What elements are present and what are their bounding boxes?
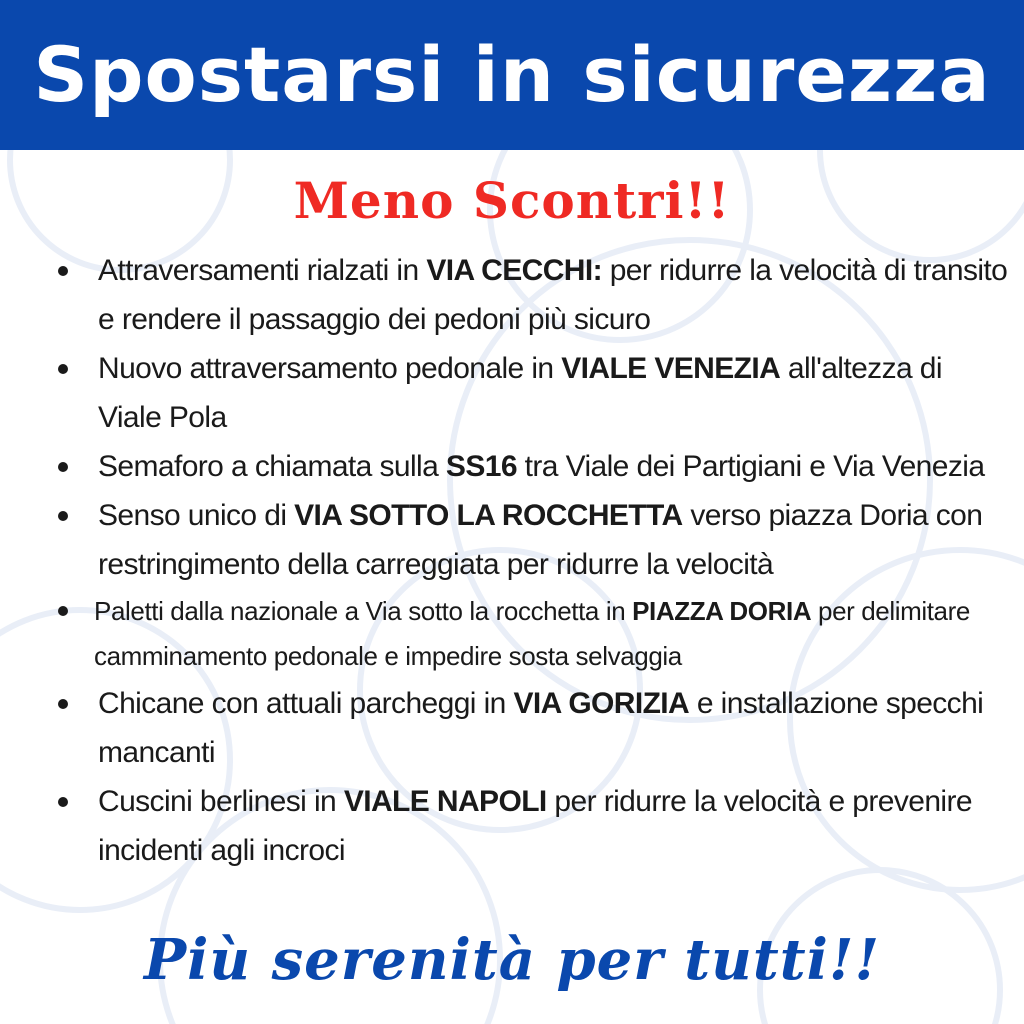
item-text: per ridurre la velocità di transito e rendere il passaggio dei pedoni più sicuro <box>98 254 1008 336</box>
item-text: e installazione specchi mancanti <box>98 687 984 769</box>
street-name: VIA SOTTO LA ROCCHETTA <box>294 499 683 532</box>
subtitle: Meno Scontri!! <box>293 171 731 230</box>
item-text: per delimitare camminamento pedonale e impedire sosta selvaggia <box>94 596 970 671</box>
item-text: all'altezza di Viale Pola <box>98 352 942 434</box>
street-name: VIALE VENEZIA <box>561 352 781 385</box>
list-item <box>58 442 1008 491</box>
item-text: Cuscini berlinesi in <box>98 785 344 818</box>
street-name: VIALE NAPOLI <box>343 785 547 818</box>
street-name: VIA CECCHI: <box>426 254 602 287</box>
item-text: Chicane con attuali parcheggi in <box>98 687 514 720</box>
list-item <box>58 344 1008 442</box>
item-text: Nuovo attraversamento pedonale in <box>98 352 562 385</box>
bullet-icon <box>58 797 68 807</box>
list-item <box>58 777 1008 875</box>
bullet-icon <box>58 462 68 472</box>
list-item <box>58 246 1008 344</box>
item-text: Semaforo a chiamata sulla <box>98 450 446 483</box>
bullet-icon <box>58 606 68 616</box>
item-text: tra Viale dei Partigiani e Via Venezia <box>516 450 985 483</box>
page-title: Spostarsi in sicurezza <box>33 30 991 119</box>
list-item <box>58 589 1008 679</box>
item-text: Attraversamenti rialzati in <box>98 254 427 287</box>
street-name: PIAZZA DORIA <box>632 596 812 626</box>
list-item <box>58 491 1008 589</box>
item-text: Paletti dalla nazionale a Via sotto la rocchetta in <box>94 596 633 626</box>
bullet-icon <box>58 266 68 276</box>
street-name: SS16 <box>445 450 517 483</box>
list-item <box>58 679 1008 777</box>
bullet-icon <box>58 364 68 374</box>
title-banner <box>0 0 1024 150</box>
item-text: per ridurre la velocità e prevenire incidenti agli incroci <box>98 785 972 867</box>
item-text: Senso unico di <box>98 499 295 532</box>
bullet-icon <box>58 699 68 709</box>
measures-list <box>58 246 1008 875</box>
footer-slogan: Più serenità per tutti!! <box>143 927 881 993</box>
street-name: VIA GORIZIA <box>513 687 690 720</box>
item-text: verso piazza Doria con restringimento della carreggiata per ridurre la velocità <box>98 499 983 581</box>
bullet-icon <box>58 511 68 521</box>
